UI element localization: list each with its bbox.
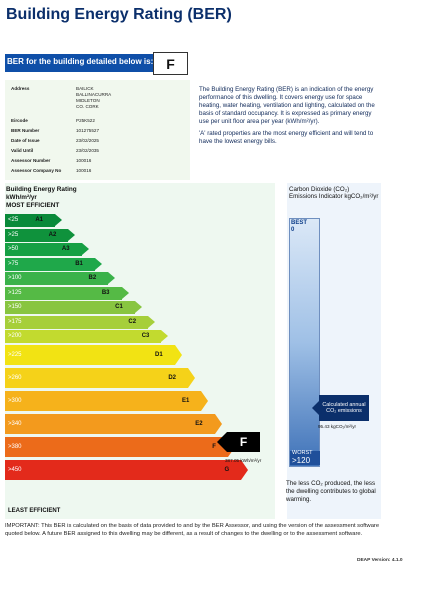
band-arrow-tip [82,243,89,255]
co2-note: The less CO₂ produced, the less the dwelling contributes to global warming. [286,480,376,503]
band-grade: B1 [75,260,83,267]
chart-units: kWh/m²/yr [6,194,37,201]
detail-label: Address [11,86,30,91]
band-range: >200 [8,333,22,339]
co2-best-label: BEST [291,220,308,226]
rating-band-c2 [5,316,148,329]
band-grade: E1 [181,397,190,404]
band-grade: C2 [128,318,137,325]
ber-subheader-label: BER for the building detailed below is: [7,57,154,66]
rating-band-a3 [5,243,82,256]
band-range: >225 [8,351,22,358]
detail-value: 23/02/2025 [76,138,99,143]
rating-band-d2 [5,368,188,388]
band-grade: A2 [48,231,57,238]
band-range: >260 [8,374,22,381]
band-grade: B3 [101,289,110,296]
band-arrow-tip [135,301,142,313]
deap-version: DEAP Version: 4.1.0 [357,558,403,563]
rating-band-c1 [5,301,135,314]
band-grade: E2 [195,420,203,427]
important-notice: IMPORTANT: This BER is calculated on the basis of data provided to and by the BER Assessor, and using the version of the assessment software quoted below. A future BER assigned to this dwelling may be different, as a result of changes to the dwelling or to the assessment software. [5,523,380,537]
detail-value: 101275527 [76,128,99,133]
chart-header: Building Energy Rating [6,186,77,193]
band-range: >25 [8,231,19,238]
band-grade: A1 [35,217,43,223]
intro-paragraph: 'A' rated properties are the most energy efficient and will tend to have the lowest energy bills. [199,130,374,145]
detail-value: BAILICK BALLINACURRA MIDLETON CO. CORK [76,86,112,109]
band-range: >150 [8,304,22,310]
band-range: >125 [8,289,22,296]
band-range: >450 [8,466,22,473]
band-range: >100 [8,275,22,281]
intro-paragraph: The Building Energy Rating (BER) is an indication of the energy performance of this dwelling. It covers energy use for space heating, water heating, ventilation and lighting, calculated on the basis of standard occupancy. It is expressed as primary energy use per unit floor area per year (kWh/m²/yr). [199,86,375,125]
band-grade: G [224,466,230,473]
detail-label: Date of Issue [11,138,40,143]
band-grade: C1 [115,304,123,310]
rating-pointer-arrow: F [227,432,260,452]
detail-label: Assessor Company No [11,168,62,173]
detail-label: Valid Until [11,148,34,153]
overall-rating-box: F [153,52,188,75]
band-arrow-tip [215,414,222,434]
band-arrow-tip [95,258,102,270]
co2-best [291,220,307,234]
band-arrow-tip [122,287,129,299]
band-grade: A3 [61,246,70,252]
rating-band-c3 [5,330,161,343]
band-arrow-tip [201,391,208,411]
band-range: >75 [8,260,19,267]
detail-value: 100016 [76,158,92,163]
band-grade: C3 [141,333,150,339]
band-range: >380 [8,443,22,450]
band-range: <25 [8,217,19,223]
band-arrow-tip [175,345,182,365]
band-grade: D1 [155,351,163,358]
band-arrow-tip [55,214,62,226]
co2-worst-label: WORST [292,450,313,456]
detail-label: Eircode [11,118,28,123]
band-arrow-tip [68,229,75,241]
co2-worst-value: >120 [292,455,311,465]
band-range: >50 [8,246,19,252]
rating-band-a1 [5,214,55,227]
page-title: Building Energy Rating (BER) [6,6,232,23]
detail-value: 23/02/2035 [76,148,99,153]
band-range: >300 [8,397,22,404]
band-grade: F [212,443,216,450]
band-arrow-tip [148,316,155,328]
co2-value: 95.43 kgCO₂/m²/yr [318,424,357,429]
rating-band-e2 [5,414,215,434]
co2-header: Carbon Dioxide (CO₂) Emissions Indicator kgCO₂/m²/yr [289,186,379,200]
detail-value: 100016 [76,168,92,173]
ber-value: 387.05 kWh/m²/yr [225,458,262,463]
co2-worst [290,451,320,465]
band-grade: D2 [168,374,176,381]
band-range: >175 [8,318,22,325]
rating-band-d1 [5,345,175,365]
band-grade: B2 [88,275,97,281]
rating-band-b2 [5,272,108,285]
chart-least-efficient: LEAST EFFICIENT [8,508,61,514]
rating-band-f [5,437,228,457]
band-arrow-tip [161,330,168,342]
band-range: >340 [8,420,22,427]
chart-most-efficient: MOST EFFICIENT [6,202,60,209]
rating-band-a2 [5,229,68,242]
detail-value: P25K522 [76,118,95,123]
co2-gradient-bar [289,218,320,467]
co2-callout: Calculated annual CO₂ emissions [319,395,369,421]
details-panel [5,80,190,180]
rating-band-g [5,460,241,480]
rating-band-b1 [5,258,95,271]
band-arrow-tip [108,272,115,284]
rating-band-e1 [5,391,201,411]
detail-label: Assessor Number [11,158,51,163]
intro-text [199,86,379,150]
rating-band-b3 [5,287,122,300]
detail-label: BER Number [11,128,40,133]
co2-best-value: 0 [291,227,295,233]
band-arrow-tip [188,368,195,388]
